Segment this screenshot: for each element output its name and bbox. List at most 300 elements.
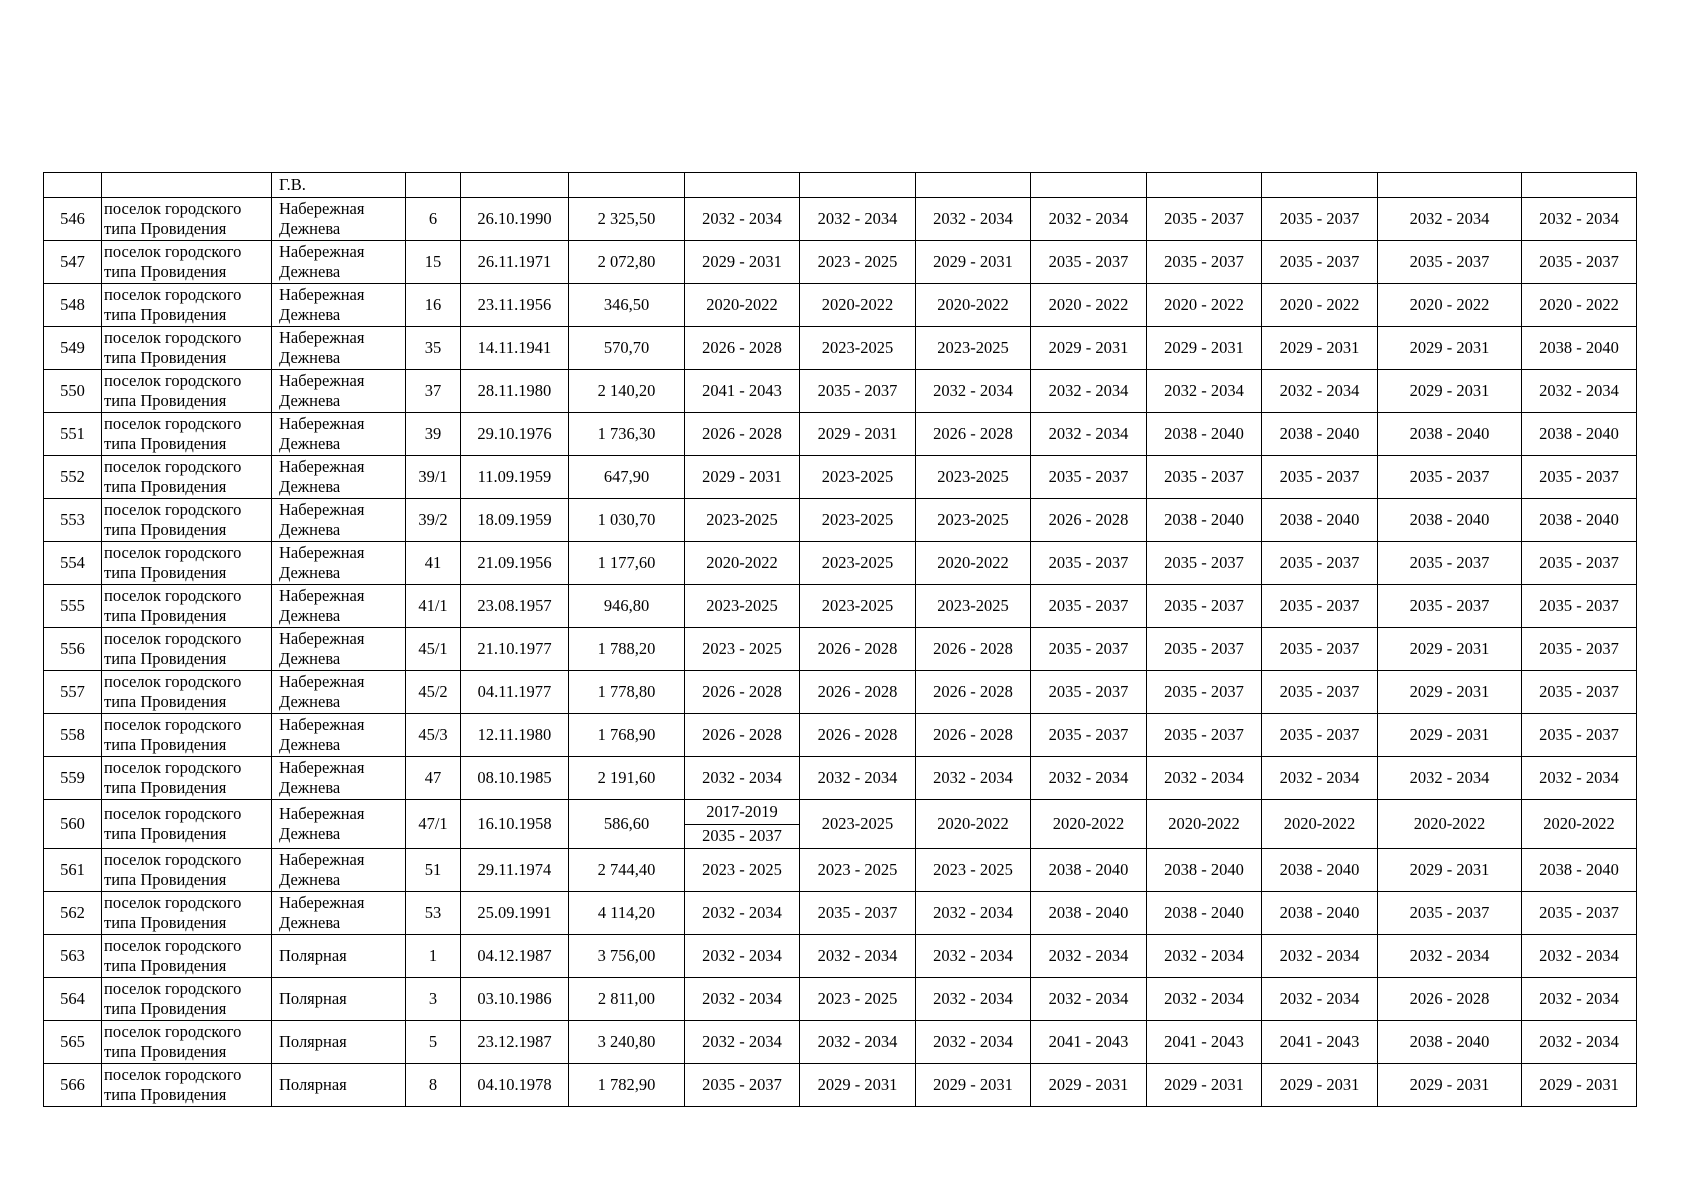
repair-period-cell: 2035 - 2037 bbox=[685, 1064, 800, 1107]
table-row bbox=[44, 499, 1637, 542]
repair-period-cell: 2035 - 2037 bbox=[1031, 628, 1147, 671]
house-number-cell: 39/2 bbox=[406, 499, 461, 542]
repair-period-cell: 2035 - 2037 bbox=[1378, 585, 1522, 628]
street-cell bbox=[272, 978, 406, 1021]
housing-repair-schedule-table bbox=[43, 172, 1637, 1107]
repair-period-cell: 2023-2025 bbox=[800, 327, 916, 370]
area-cell: 946,80 bbox=[569, 585, 685, 628]
locality-line-2: типа Провидения bbox=[104, 606, 227, 625]
street-line-1: Набережная bbox=[279, 715, 365, 734]
repair-period-cell: 2035 - 2037 bbox=[800, 892, 916, 935]
street-cell: Г.В. bbox=[272, 173, 406, 198]
repair-period-cell: 2026 - 2028 bbox=[685, 714, 800, 757]
locality-line-1: поселок городского bbox=[104, 586, 242, 605]
repair-period-cell: 2035 - 2037 bbox=[1262, 542, 1378, 585]
repair-period-cell: 2026 - 2028 bbox=[800, 628, 916, 671]
repair-period-cell: 2035 - 2037 bbox=[800, 370, 916, 413]
locality-cell bbox=[102, 499, 272, 542]
locality-cell bbox=[102, 757, 272, 800]
repair-period-cell: 2035 - 2037 bbox=[1147, 585, 1262, 628]
commissioning-date-cell: 26.11.1971 bbox=[461, 241, 569, 284]
locality-line-2: типа Провидения bbox=[104, 477, 227, 496]
locality-cell bbox=[102, 714, 272, 757]
street-cell bbox=[272, 456, 406, 499]
repair-period-cell: 2035 - 2037 bbox=[1031, 671, 1147, 714]
repair-period-cell: 2032 - 2034 bbox=[1031, 198, 1147, 241]
street-line-1: Набережная bbox=[279, 893, 365, 912]
commissioning-date-cell: 29.11.1974 bbox=[461, 849, 569, 892]
area-cell: 647,90 bbox=[569, 456, 685, 499]
locality-line-2: типа Провидения bbox=[104, 999, 227, 1018]
repair-period-cell: 2038 - 2040 bbox=[1522, 413, 1637, 456]
commissioning-date-cell: 18.09.1959 bbox=[461, 499, 569, 542]
locality-cell bbox=[102, 456, 272, 499]
repair-period-cell: 2032 - 2034 bbox=[685, 757, 800, 800]
street-line-2: Дежнева bbox=[279, 735, 341, 754]
house-number-cell: 45/3 bbox=[406, 714, 461, 757]
street-cell bbox=[272, 241, 406, 284]
repair-period-cell: 2035 - 2037 bbox=[1522, 585, 1637, 628]
locality-cell bbox=[102, 542, 272, 585]
house-number-cell: 45/1 bbox=[406, 628, 461, 671]
table-row bbox=[44, 757, 1637, 800]
repair-period-cell: 2029 - 2031 bbox=[800, 413, 916, 456]
row-number-cell: 559 bbox=[44, 757, 102, 800]
repair-period-cell: 2032 - 2034 bbox=[685, 198, 800, 241]
table-row bbox=[44, 542, 1637, 585]
locality-cell bbox=[102, 800, 272, 849]
repair-period-cell bbox=[685, 800, 800, 849]
repair-period-cell: 2023-2025 bbox=[685, 499, 800, 542]
repair-period-cell: 2038 - 2040 bbox=[1262, 849, 1378, 892]
house-number-cell: 1 bbox=[406, 935, 461, 978]
repair-period-cell: 2032 - 2034 bbox=[1031, 370, 1147, 413]
locality-line-2: типа Провидения bbox=[104, 434, 227, 453]
repair-period-cell: 2029 - 2031 bbox=[685, 456, 800, 499]
street-line-1: Набережная bbox=[279, 500, 365, 519]
table-row bbox=[44, 370, 1637, 413]
repair-period-cell: 2032 - 2034 bbox=[916, 757, 1031, 800]
repair-period-cell: 2020-2022 bbox=[916, 800, 1031, 849]
row-number-cell: 563 bbox=[44, 935, 102, 978]
locality-line-1: поселок городского bbox=[104, 414, 242, 433]
table-row bbox=[44, 714, 1637, 757]
area-cell: 1 782,90 bbox=[569, 1064, 685, 1107]
street-line-1: Набережная bbox=[279, 804, 365, 823]
repair-period-cell: 2026 - 2028 bbox=[916, 714, 1031, 757]
repair-period-cell: 2035 - 2037 bbox=[1031, 542, 1147, 585]
repair-period-cell: 2038 - 2040 bbox=[1522, 499, 1637, 542]
cell bbox=[1147, 173, 1262, 198]
repair-period-cell: 2020-2022 bbox=[1031, 800, 1147, 849]
repair-period-cell: 2032 - 2034 bbox=[685, 935, 800, 978]
street-cell bbox=[272, 413, 406, 456]
locality-cell bbox=[102, 413, 272, 456]
locality-cell bbox=[102, 241, 272, 284]
area-cell: 1 030,70 bbox=[569, 499, 685, 542]
street-cell bbox=[272, 892, 406, 935]
street-cell bbox=[272, 757, 406, 800]
locality-line-1: поселок городского bbox=[104, 1065, 242, 1084]
repair-period-cell: 2032 - 2034 bbox=[800, 1021, 916, 1064]
commissioning-date-cell: 16.10.1958 bbox=[461, 800, 569, 849]
house-number-cell: 51 bbox=[406, 849, 461, 892]
street-line-1: Набережная bbox=[279, 242, 365, 261]
locality-line-1: поселок городского bbox=[104, 328, 242, 347]
repair-period-cell: 2038 - 2040 bbox=[1147, 849, 1262, 892]
repair-period-cell: 2035 - 2037 bbox=[1147, 456, 1262, 499]
repair-period-cell: 2035 - 2037 bbox=[1522, 542, 1637, 585]
locality-line-2: типа Провидения bbox=[104, 563, 227, 582]
locality-line-2: типа Провидения bbox=[104, 520, 227, 539]
locality-line-2: типа Провидения bbox=[104, 956, 227, 975]
locality-line-2: типа Провидения bbox=[104, 913, 227, 932]
repair-period-cell: 2026 - 2028 bbox=[800, 671, 916, 714]
street-cell bbox=[272, 370, 406, 413]
repair-period-cell: 2032 - 2034 bbox=[685, 978, 800, 1021]
repair-period-cell: 2035 - 2037 bbox=[1147, 542, 1262, 585]
locality-line-2: типа Провидения bbox=[104, 1085, 227, 1104]
repair-period-cell: 2029 - 2031 bbox=[1262, 1064, 1378, 1107]
table-row bbox=[44, 1064, 1637, 1107]
row-number-cell: 565 bbox=[44, 1021, 102, 1064]
repair-period-cell: 2035 - 2037 bbox=[1522, 241, 1637, 284]
cell bbox=[102, 173, 272, 198]
repair-period-cell: 2023 - 2025 bbox=[800, 849, 916, 892]
repair-period-cell: 2032 - 2034 bbox=[1147, 978, 1262, 1021]
repair-period-cell: 2032 - 2034 bbox=[1262, 370, 1378, 413]
commissioning-date-cell: 21.10.1977 bbox=[461, 628, 569, 671]
repair-period-cell: 2023-2025 bbox=[916, 456, 1031, 499]
street-line-1: Полярная bbox=[279, 989, 347, 1008]
repair-period-cell: 2038 - 2040 bbox=[1378, 413, 1522, 456]
area-cell: 3 756,00 bbox=[569, 935, 685, 978]
house-number-cell: 47 bbox=[406, 757, 461, 800]
row-number-cell: 552 bbox=[44, 456, 102, 499]
row-number-cell: 556 bbox=[44, 628, 102, 671]
house-number-cell: 41 bbox=[406, 542, 461, 585]
cell bbox=[406, 173, 461, 198]
repair-period-cell: 2035 - 2037 bbox=[1378, 456, 1522, 499]
cell bbox=[1262, 173, 1378, 198]
house-number-cell: 8 bbox=[406, 1064, 461, 1107]
street-line-2: Дежнева bbox=[279, 649, 341, 668]
street-cell bbox=[272, 935, 406, 978]
repair-period-cell: 2032 - 2034 bbox=[800, 757, 916, 800]
repair-period-cell: 2032 - 2034 bbox=[1378, 198, 1522, 241]
area-cell: 2 811,00 bbox=[569, 978, 685, 1021]
commissioning-date-cell: 29.10.1976 bbox=[461, 413, 569, 456]
repair-period-cell: 2035 - 2037 bbox=[1147, 628, 1262, 671]
locality-line-1: поселок городского bbox=[104, 758, 242, 777]
repair-period-cell: 2029 - 2031 bbox=[1522, 1064, 1637, 1107]
repair-period-cell: 2026 - 2028 bbox=[685, 671, 800, 714]
locality-line-2: типа Провидения bbox=[104, 692, 227, 711]
commissioning-date-cell: 28.11.1980 bbox=[461, 370, 569, 413]
commissioning-date-cell: 23.12.1987 bbox=[461, 1021, 569, 1064]
split-period bbox=[685, 800, 799, 848]
repair-period-cell: 2023 - 2025 bbox=[916, 849, 1031, 892]
street-line-1: Набережная bbox=[279, 543, 365, 562]
repair-period-cell: 2035 - 2037 bbox=[1522, 892, 1637, 935]
locality-line-1: поселок городского bbox=[104, 715, 242, 734]
locality-line-1: поселок городского bbox=[104, 199, 242, 218]
street-line-1: Набережная bbox=[279, 758, 365, 777]
repair-period-cell: 2035 - 2037 bbox=[1522, 714, 1637, 757]
locality-cell bbox=[102, 585, 272, 628]
area-cell: 1 736,30 bbox=[569, 413, 685, 456]
repair-period-cell: 2038 - 2040 bbox=[1262, 892, 1378, 935]
table-row bbox=[44, 284, 1637, 327]
repair-period-cell: 2035 - 2037 bbox=[1262, 585, 1378, 628]
repair-period-cell: 2035 - 2037 bbox=[1378, 241, 1522, 284]
repair-period-cell: 2026 - 2028 bbox=[916, 413, 1031, 456]
repair-period-cell: 2020-2022 bbox=[685, 284, 800, 327]
repair-period-cell: 2032 - 2034 bbox=[1147, 757, 1262, 800]
repair-period-cell: 2041 - 2043 bbox=[1031, 1021, 1147, 1064]
table-row bbox=[44, 1021, 1637, 1064]
repair-period-cell: 2020-2022 bbox=[916, 542, 1031, 585]
area-cell: 586,60 bbox=[569, 800, 685, 849]
repair-period-cell: 2023-2025 bbox=[800, 499, 916, 542]
street-line-2: Дежнева bbox=[279, 305, 341, 324]
repair-period-cell: 2035 - 2037 bbox=[1147, 241, 1262, 284]
cell bbox=[1031, 173, 1147, 198]
commissioning-date-cell: 11.09.1959 bbox=[461, 456, 569, 499]
table-row bbox=[44, 671, 1637, 714]
repair-period-cell: 2032 - 2034 bbox=[916, 1021, 1031, 1064]
commissioning-date-cell: 03.10.1986 bbox=[461, 978, 569, 1021]
street-cell bbox=[272, 585, 406, 628]
street-line-1: Полярная bbox=[279, 1032, 347, 1051]
area-cell: 2 744,40 bbox=[569, 849, 685, 892]
locality-line-1: поселок городского bbox=[104, 850, 242, 869]
street-cell bbox=[272, 800, 406, 849]
locality-cell bbox=[102, 327, 272, 370]
repair-period-cell: 2020-2022 bbox=[1262, 800, 1378, 849]
commissioning-date-cell: 12.11.1980 bbox=[461, 714, 569, 757]
repair-period-cell: 2035 - 2037 bbox=[1262, 671, 1378, 714]
repair-period-cell: 2035 - 2037 bbox=[1031, 456, 1147, 499]
repair-period-cell: 2029 - 2031 bbox=[1378, 849, 1522, 892]
repair-period-cell: 2038 - 2040 bbox=[1378, 1021, 1522, 1064]
repair-period-cell: 2023 - 2025 bbox=[685, 628, 800, 671]
cell bbox=[800, 173, 916, 198]
repair-period-cell: 2032 - 2034 bbox=[1147, 935, 1262, 978]
locality-line-1: поселок городского bbox=[104, 979, 242, 998]
repair-period-cell: 2032 - 2034 bbox=[1262, 935, 1378, 978]
repair-period-cell: 2029 - 2031 bbox=[1031, 327, 1147, 370]
repair-period-cell: 2029 - 2031 bbox=[1378, 671, 1522, 714]
repair-period-cell: 2023-2025 bbox=[916, 499, 1031, 542]
street-cell bbox=[272, 628, 406, 671]
street-line-2: Дежнева bbox=[279, 262, 341, 281]
area-cell: 1 177,60 bbox=[569, 542, 685, 585]
repair-period-cell: 2032 - 2034 bbox=[800, 935, 916, 978]
repair-period-cell: 2032 - 2034 bbox=[1262, 757, 1378, 800]
repair-period-cell: 2032 - 2034 bbox=[916, 892, 1031, 935]
repair-period-cell: 2038 - 2040 bbox=[1522, 327, 1637, 370]
row-number-cell: 561 bbox=[44, 849, 102, 892]
locality-cell bbox=[102, 935, 272, 978]
repair-period-cell: 2029 - 2031 bbox=[1147, 327, 1262, 370]
street-line-1: Полярная bbox=[279, 946, 347, 965]
row-number-cell: 550 bbox=[44, 370, 102, 413]
repair-period-cell: 2029 - 2031 bbox=[1262, 327, 1378, 370]
repair-period-cell: 2023-2025 bbox=[916, 327, 1031, 370]
repair-period-cell: 2032 - 2034 bbox=[1031, 978, 1147, 1021]
locality-line-1: поселок городского bbox=[104, 500, 242, 519]
locality-cell bbox=[102, 671, 272, 714]
locality-line-1: поселок городского bbox=[104, 242, 242, 261]
repair-period-cell: 2032 - 2034 bbox=[1262, 978, 1378, 1021]
repair-period-cell: 2026 - 2028 bbox=[685, 413, 800, 456]
commissioning-date-cell: 21.09.1956 bbox=[461, 542, 569, 585]
street-line-2: Дежнева bbox=[279, 563, 341, 582]
repair-period-cell: 2029 - 2031 bbox=[1378, 1064, 1522, 1107]
locality-cell bbox=[102, 284, 272, 327]
street-line-2: Дежнева bbox=[279, 606, 341, 625]
table-row bbox=[44, 849, 1637, 892]
locality-line-2: типа Провидения bbox=[104, 305, 227, 324]
street-line-2: Дежнева bbox=[279, 219, 341, 238]
house-number-cell: 47/1 bbox=[406, 800, 461, 849]
repair-period-cell: 2029 - 2031 bbox=[1378, 370, 1522, 413]
repair-period-cell: 2032 - 2034 bbox=[916, 370, 1031, 413]
house-number-cell: 45/2 bbox=[406, 671, 461, 714]
street-cell bbox=[272, 284, 406, 327]
repair-period-cell: 2035 - 2037 bbox=[1262, 714, 1378, 757]
house-number-cell: 39 bbox=[406, 413, 461, 456]
street-line-1: Набережная bbox=[279, 414, 365, 433]
repair-period-cell: 2032 - 2034 bbox=[1378, 935, 1522, 978]
row-number-cell: 562 bbox=[44, 892, 102, 935]
locality-line-1: поселок городского bbox=[104, 371, 242, 390]
repair-period-cell: 2020 - 2022 bbox=[1522, 284, 1637, 327]
repair-period-cell: 2038 - 2040 bbox=[1031, 849, 1147, 892]
repair-period-cell: 2023 - 2025 bbox=[800, 978, 916, 1021]
area-cell: 2 325,50 bbox=[569, 198, 685, 241]
repair-period-cell: 2038 - 2040 bbox=[1147, 499, 1262, 542]
repair-period-cell: 2038 - 2040 bbox=[1378, 499, 1522, 542]
repair-period-cell: 2035 - 2037 bbox=[1378, 892, 1522, 935]
locality-line-1: поселок городского bbox=[104, 804, 242, 823]
street-line-2: Дежнева bbox=[279, 870, 341, 889]
street-cell bbox=[272, 671, 406, 714]
locality-cell bbox=[102, 892, 272, 935]
repair-period-cell: 2032 - 2034 bbox=[916, 935, 1031, 978]
locality-cell bbox=[102, 1064, 272, 1107]
period-top: 2017-2019 bbox=[685, 800, 799, 825]
table-row bbox=[44, 241, 1637, 284]
house-number-cell: 5 bbox=[406, 1021, 461, 1064]
repair-period-cell: 2038 - 2040 bbox=[1031, 892, 1147, 935]
street-cell bbox=[272, 542, 406, 585]
table-row bbox=[44, 585, 1637, 628]
area-cell: 570,70 bbox=[569, 327, 685, 370]
repair-period-cell: 2041 - 2043 bbox=[685, 370, 800, 413]
cell bbox=[44, 173, 102, 198]
repair-period-cell: 2035 - 2037 bbox=[1522, 671, 1637, 714]
repair-period-cell: 2038 - 2040 bbox=[1262, 499, 1378, 542]
street-line-1: Набережная bbox=[279, 328, 365, 347]
street-line-1: Набережная bbox=[279, 586, 365, 605]
repair-period-cell: 2029 - 2031 bbox=[916, 1064, 1031, 1107]
repair-period-cell: 2020-2022 bbox=[800, 284, 916, 327]
repair-period-cell: 2029 - 2031 bbox=[1147, 1064, 1262, 1107]
cell bbox=[916, 173, 1031, 198]
house-number-cell: 39/1 bbox=[406, 456, 461, 499]
commissioning-date-cell: 26.10.1990 bbox=[461, 198, 569, 241]
repair-period-cell: 2020-2022 bbox=[1378, 800, 1522, 849]
street-line-2: Дежнева bbox=[279, 520, 341, 539]
row-number-cell: 547 bbox=[44, 241, 102, 284]
repair-period-cell: 2026 - 2028 bbox=[916, 628, 1031, 671]
table-row bbox=[44, 628, 1637, 671]
locality-line-2: типа Провидения bbox=[104, 262, 227, 281]
repair-period-cell: 2035 - 2037 bbox=[1522, 456, 1637, 499]
repair-period-cell: 2032 - 2034 bbox=[1031, 413, 1147, 456]
repair-period-cell: 2038 - 2040 bbox=[1147, 413, 1262, 456]
repair-period-cell: 2035 - 2037 bbox=[1147, 671, 1262, 714]
locality-line-2: типа Провидения bbox=[104, 348, 227, 367]
house-number-cell: 41/1 bbox=[406, 585, 461, 628]
locality-line-1: поселок городского bbox=[104, 543, 242, 562]
locality-line-2: типа Провидения bbox=[104, 1042, 227, 1061]
house-number-cell: 6 bbox=[406, 198, 461, 241]
repair-period-cell: 2020-2022 bbox=[1522, 800, 1637, 849]
locality-cell bbox=[102, 628, 272, 671]
cell bbox=[685, 173, 800, 198]
area-cell: 1 788,20 bbox=[569, 628, 685, 671]
locality-line-2: типа Провидения bbox=[104, 778, 227, 797]
repair-period-cell: 2035 - 2037 bbox=[1031, 714, 1147, 757]
table-row bbox=[44, 892, 1637, 935]
table-row bbox=[44, 978, 1637, 1021]
repair-period-cell: 2035 - 2037 bbox=[1031, 241, 1147, 284]
street-line-1: Набережная bbox=[279, 850, 365, 869]
cell bbox=[1522, 173, 1637, 198]
cell bbox=[1378, 173, 1522, 198]
street-cell bbox=[272, 1064, 406, 1107]
area-cell: 1 778,80 bbox=[569, 671, 685, 714]
area-cell: 2 140,20 bbox=[569, 370, 685, 413]
repair-period-cell: 2032 - 2034 bbox=[1522, 757, 1637, 800]
repair-period-cell: 2020 - 2022 bbox=[1147, 284, 1262, 327]
cell bbox=[461, 173, 569, 198]
repair-period-cell: 2032 - 2034 bbox=[1378, 757, 1522, 800]
repair-period-cell: 2020-2022 bbox=[1147, 800, 1262, 849]
row-number-cell: 551 bbox=[44, 413, 102, 456]
commissioning-date-cell: 04.10.1978 bbox=[461, 1064, 569, 1107]
house-number-cell: 15 bbox=[406, 241, 461, 284]
repair-period-cell: 2020 - 2022 bbox=[1262, 284, 1378, 327]
repair-period-cell: 2029 - 2031 bbox=[800, 1064, 916, 1107]
area-cell: 346,50 bbox=[569, 284, 685, 327]
table-row bbox=[44, 327, 1637, 370]
repair-period-cell: 2029 - 2031 bbox=[1378, 714, 1522, 757]
street-line-2: Дежнева bbox=[279, 477, 341, 496]
row-number-cell: 560 bbox=[44, 800, 102, 849]
repair-period-cell: 2026 - 2028 bbox=[1031, 499, 1147, 542]
repair-period-cell: 2029 - 2031 bbox=[685, 241, 800, 284]
locality-cell bbox=[102, 978, 272, 1021]
row-number-cell: 554 bbox=[44, 542, 102, 585]
house-number-cell: 3 bbox=[406, 978, 461, 1021]
repair-period-cell: 2032 - 2034 bbox=[1147, 370, 1262, 413]
row-number-cell: 546 bbox=[44, 198, 102, 241]
street-line-2: Дежнева bbox=[279, 824, 341, 843]
